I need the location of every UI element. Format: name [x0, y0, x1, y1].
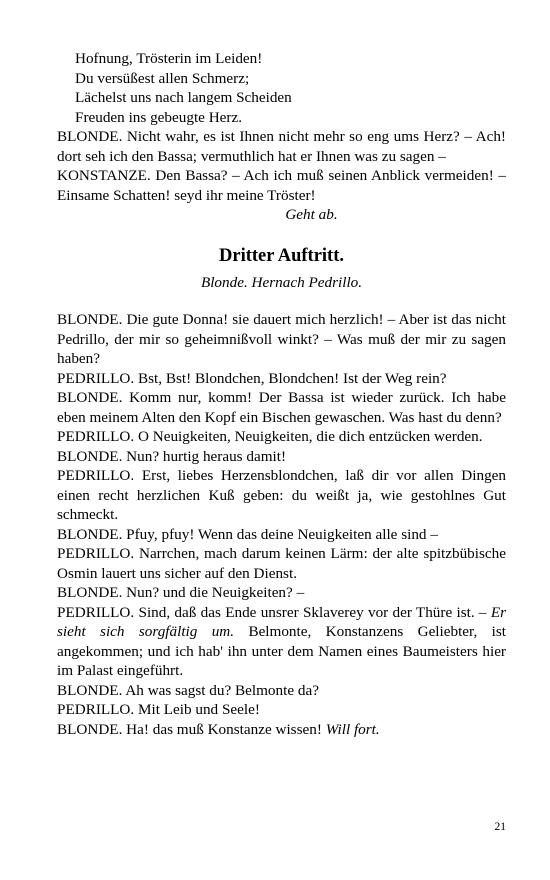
dialogue-line: PEDRILLO. O Neuigkeiten, Neuigkeiten, die dich entzücken werden.	[57, 428, 483, 445]
stage-direction: Will fort.	[325, 720, 380, 738]
spacer	[57, 292, 506, 310]
dialogue-text: BLONDE. Ha! das muß Konstanze wissen!	[57, 720, 322, 738]
dialogue-line: BLONDE. Nicht wahr, es ist Ihnen nicht mehr so eng ums Herz? – Ach! dort seh ich den Bassa; vermuthlich hat er Ihnen was zu sagen –	[57, 128, 506, 165]
dialogue-line: BLONDE. Ah was sagst du? Belmonte da?	[57, 681, 319, 699]
dialogue-line: BLONDE. Die gute Donna! sie dauert mich herzlich! – Aber ist das nicht Pedrillo, der mir so geheimnißvoll winkt? – Was muß der mir zu sagen haben?	[57, 311, 506, 367]
page-number: 21	[494, 821, 506, 833]
scene-heading: Dritter Auftritt.	[219, 245, 344, 266]
poem-line: Lächelst uns nach langem Scheiden	[75, 89, 292, 106]
dialogue-line	[57, 720, 506, 740]
dialogue-line: PEDRILLO. Bst, Bst! Blondchen, Blondchen! Ist der Weg rein?	[57, 369, 447, 387]
dialogue-line: PEDRILLO. Erst, liebes Herzensblondchen, laß dir vor allen Dingen einen recht herzlichen Kuß geben: du weißt ja, wie gestohlnes Gut schmeckt.	[57, 467, 506, 523]
dialogue-text: PEDRILLO. Sind, daß das Ende unsrer Sklaverey vor der Thüre ist. –	[57, 603, 487, 621]
poem-line: Hofnung, Trösterin im Leiden!	[75, 50, 263, 67]
poem-line: Du versüßest allen Schmerz;	[75, 69, 250, 87]
scene-cast: Blonde. Hernach Pedrillo.	[200, 273, 363, 291]
stage-direction: Geht ab.	[285, 206, 338, 223]
poem-verse	[75, 49, 506, 127]
dialogue-line: KONSTANZE. Den Bassa? – Ach ich muß seinen Anblick vermeiden! – Einsame Schatten! seyd ihr meine Tröster!	[57, 167, 506, 204]
poem-line: Freuden ins gebeugte Herz.	[75, 108, 243, 126]
dialogue-text: Belmonte, Konstanzens Geliebter, ist angekommen; und ich hab' ihn unter dem Namen eines Baumeisters hier im Palast eingeführt.	[57, 623, 506, 679]
dialogue-line: BLONDE. Nun? hurtig heraus damit!	[57, 447, 287, 465]
dialogue-line: PEDRILLO. Mit Leib und Seele!	[57, 701, 260, 718]
dialogue-line: PEDRILLO. Narrchen, mach darum keinen Lärm: der alte spitzbübische Osmin lauert uns sicher auf den Dienst.	[57, 545, 506, 582]
dialogue-line: BLONDE. Pfuy, pfuy! Wenn das deine Neuigkeiten alle sind –	[57, 525, 438, 543]
dialogue-line	[57, 603, 506, 681]
stage-direction: Er sieht sich sorgfältig um.	[57, 603, 506, 640]
dialogue-line: BLONDE. Komm nur, komm! Der Bassa ist wieder zurück. Ich habe eben meinem Alten den Kopf ein Bischen gewaschen. Was hast du denn?	[57, 389, 506, 426]
book-page	[57, 49, 506, 739]
dialogue-line: BLONDE. Nun? und die Neuigkeiten? –	[57, 584, 305, 601]
